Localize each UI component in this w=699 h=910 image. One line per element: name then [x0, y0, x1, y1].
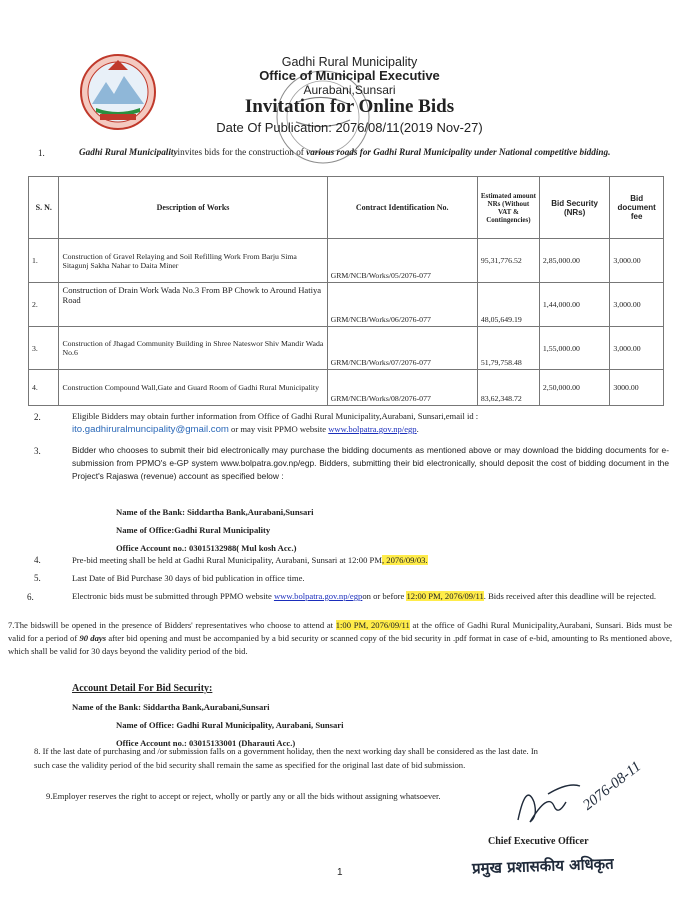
item-number: 4.: [34, 555, 41, 565]
bank2-heading: Account Detail For Bid Security:: [72, 683, 213, 694]
col-contract-id: Contract Identification No.: [327, 177, 477, 239]
item-7-post1: at the office of Gadhi Rural Municipality,Aurabani, Sunsari. Bids must be valid for a period of: [8, 620, 673, 643]
item-5-text: Last Date of Bid Purchase 30 days of bid publication in office time.: [72, 573, 305, 583]
col-sn: S. N.: [29, 177, 59, 239]
signatory-title-nepali: प्रमुख प्रशासकीय अधिकृत: [471, 854, 615, 878]
row-description: Construction of Gravel Relaying and Soil Refilling Work From Barju Sima Sitagunj Sakha Nahar to Daita Miner: [59, 239, 327, 283]
item-number: 6.: [27, 592, 34, 602]
item-1-municipality: Gadhi Rural Municipality: [79, 147, 178, 157]
item-2: [72, 410, 667, 436]
row-security: 1,55,000.00: [539, 327, 609, 370]
row-contract-id: GRM/NCB/Works/06/2076-077: [327, 283, 477, 327]
item-4-date: , 2076/09/03.: [381, 555, 428, 565]
item-4: [72, 554, 662, 567]
item-6-text: Electronic bids must be submitted through PPMO website: [72, 591, 274, 601]
col-document-fee: Bid document fee: [610, 177, 664, 239]
item-number: 2.: [34, 412, 41, 422]
bank1-name: Name of the Bank: Siddartha Bank,Aurabani,Sunsari: [116, 507, 314, 517]
item-8-text: If the last date of purchasing and /or submission falls on a government holiday, then the next working day shall be considered as the last date. In such case the validity period of the bid security shall remain the same as specified for the original last date of bid submission.: [34, 746, 538, 770]
col-estimated-amount: Estimated amount NRs (Without VAT & Contingencies): [477, 177, 539, 239]
bank2-name: Name of the Bank: Siddartha Bank,Aurabani,Sunsari: [72, 702, 270, 712]
item-number: 8.: [34, 746, 41, 756]
table-row: [29, 239, 664, 283]
item-9-text: Employer reserves the right to accept or reject, wholly or partly any or all the bids without assigning whatsoever.: [52, 791, 441, 801]
item-4-text: Pre-bid meeting shall be held at Gadhi Rural Municipality, Aurabani, Sunsari at 12:00 PM: [72, 555, 382, 565]
item-7: [8, 619, 672, 658]
item-7-pre: The bidswill be opened in the presence of Bidders' representatives who choose to attend at: [14, 620, 336, 630]
row-amount: 83,62,348.72: [477, 370, 539, 406]
table-row: [29, 283, 664, 327]
signatory-title: Chief Executive Officer: [488, 836, 589, 847]
item-7-time: 1:00 PM, 2076/09/11: [335, 620, 410, 630]
row-amount: 95,31,776.52: [477, 239, 539, 283]
item-7-post2: after bid opening and must be accompanied by a bid security or scanned copy of the bid security in .pdf format in case of e-bid, amounting to Rs mentioned above, which shall be valid for 30 days beyond the validity period of the bid.: [8, 633, 672, 656]
item-number: 7.: [8, 620, 15, 630]
bank1-account: Office Account no.: 03015132988( Mul kosh Acc.): [116, 543, 297, 553]
email-link[interactable]: ito.gadhiruralmuncipality@gmail.com: [72, 424, 229, 435]
table-header: [29, 177, 664, 239]
row-fee: 3,000.00: [610, 239, 664, 283]
bank1-office: Name of Office:Gadhi Rural Municipality: [116, 525, 271, 535]
item-1-works: various roads for Gadhi Rural Municipality under National competitive bidding.: [306, 147, 611, 157]
row-fee: 3,000.00: [610, 327, 664, 370]
row-security: 1,44,000.00: [539, 283, 609, 327]
row-contract-id: GRM/NCB/Works/05/2076-077: [327, 239, 477, 283]
row-sn: 2.: [29, 283, 59, 327]
row-amount: 48,05,649.19: [477, 283, 539, 327]
row-sn: 3.: [29, 327, 59, 370]
item-number: 9.: [46, 791, 53, 801]
publication-date: Date Of Publication: 2076/08/11(2019 Nov-27): [216, 120, 483, 135]
row-fee: 3,000.00: [610, 283, 664, 327]
item-2-end: .: [416, 424, 419, 434]
works-table: [28, 176, 664, 406]
item-1-text: invites bids for the construction of: [177, 147, 307, 157]
item-3: [72, 444, 669, 483]
row-description: Construction Compound Wall,Gate and Guard Room of Gadhi Rural Municipality: [59, 370, 327, 406]
page-number: 1: [337, 867, 343, 878]
bank-details-1: [116, 503, 516, 557]
row-contract-id: GRM/NCB/Works/07/2076-077: [327, 327, 477, 370]
item-6: [72, 590, 668, 603]
item-2-text: Eligible Bidders may obtain further information from Office of Gadhi Rural Municipality,Aurabani, Sunsari,email id :: [72, 411, 479, 421]
ppmo-link[interactable]: www.bolpatra.gov.np/egp: [273, 591, 363, 601]
page-title: Invitation for Online Bids: [244, 96, 455, 117]
item-6-end: . Bids received after this deadline will be rejected.: [483, 591, 657, 601]
bank2-office: Name of Office: Gadhi Rural Municipality, Aurabani, Sunsari: [116, 720, 344, 730]
item-6-mid: on or before: [362, 591, 407, 601]
item-9: [46, 790, 516, 803]
item-3-text: Bidder who chooses to submit their bid electronically may purchase the bidding documents as mentioned above or may download the bidding documents for e-submission from PPMO's e-GP system www.bolpatra.gov.np/egp. Bidders, submitting their bid electronically, should deposit the cost of bidding document in the Project's Rajaswa (revenue) account as specified below :: [72, 445, 669, 481]
item-number: 1.: [38, 148, 45, 158]
ppmo-link[interactable]: www.bolpatra.gov.np/egp: [328, 424, 417, 434]
col-description: Description of Works: [59, 177, 327, 239]
row-contract-id: GRM/NCB/Works/08/2076-077: [327, 370, 477, 406]
bank-details-2: [72, 680, 492, 752]
place-name: Aurabani,Sunsari: [303, 83, 396, 97]
row-fee: 3000.00: [610, 370, 664, 406]
table-row: [29, 327, 664, 370]
row-sn: 4.: [29, 370, 59, 406]
item-8: [34, 744, 544, 772]
item-6-deadline: 12:00 PM, 2076/09/11: [406, 591, 484, 601]
row-security: 2,85,000.00: [539, 239, 609, 283]
item-1: [79, 146, 619, 159]
bank2-account: Office Account no.: 03015133001 (Dharauti Acc.): [116, 738, 296, 748]
item-number: 3.: [34, 446, 41, 456]
signature-date: 2076-08-11: [580, 758, 645, 814]
table-row: [29, 370, 664, 406]
office-name: Office of Municipal Executive: [259, 68, 440, 83]
row-amount: 51,79,758.48: [477, 327, 539, 370]
row-sn: 1.: [29, 239, 59, 283]
item-2-mid: or may visit PPMO website: [228, 424, 329, 434]
row-security: 2,50,000.00: [539, 370, 609, 406]
row-description: Construction of Drain Work Wada No.3 From BP Chowk to Around Hatiya Road: [59, 283, 327, 327]
item-number: 5.: [34, 573, 41, 583]
item-5: [72, 572, 662, 585]
municipality-name: Gadhi Rural Municipality: [281, 55, 418, 69]
col-bid-security: Bid Security (NRs): [539, 177, 609, 239]
item-7-days: 90 days: [79, 633, 107, 643]
row-description: Construction of Jhagad Community Building in Shree Nateswor Shiv Mandir Wada No.6: [59, 327, 327, 370]
